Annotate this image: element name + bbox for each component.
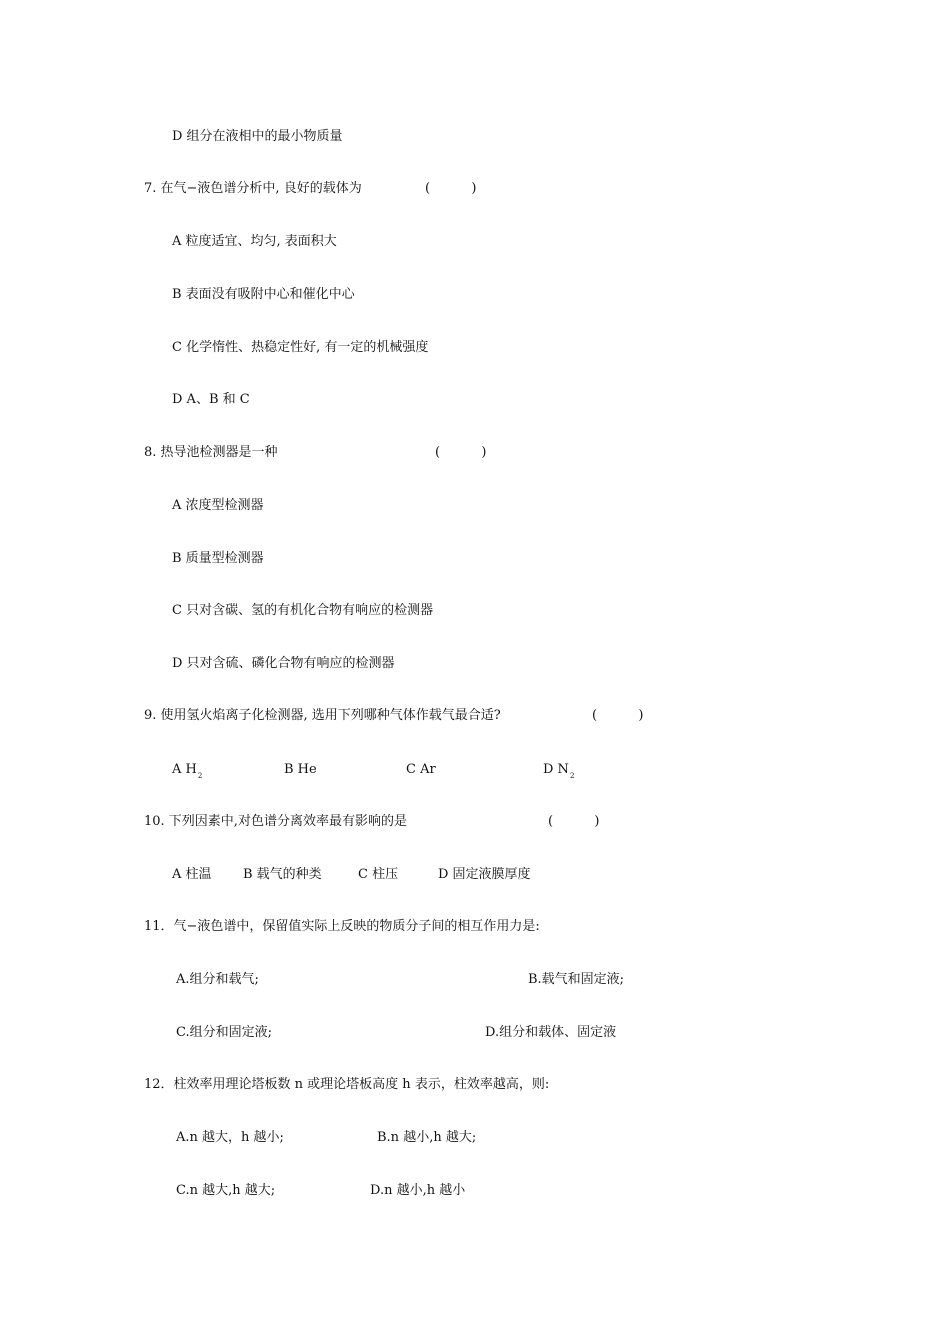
q9-option-a [172,762,202,779]
q11-option-d: D.组分和载体、固定液 [485,1025,617,1040]
q6-option-d: D 组分在液相中的最小物质量 [172,129,343,144]
q10-option-d: D 固定液膜厚度 [438,867,531,882]
q7-question: 7. 在气−液色谱分析中, 良好的载体为 [144,181,362,196]
q11-option-c: C.组分和固定液; [176,1025,272,1040]
q9-option-a-subscript: 2 [197,772,203,780]
q12-option-b: B.n 越小,h 越大; [377,1130,477,1145]
q11-question: 11．气−液色谱中，保留值实际上反映的物质分子间的相互作用力是: [144,919,540,934]
q10-option-b: B 载气的种类 [243,867,322,882]
q11-option-b: B.载气和固定液; [528,972,625,987]
q9-option-d-text: D N [543,762,569,777]
q7-option-a: A 粒度适宜、均匀, 表面积大 [172,234,337,249]
q7-option-c: C 化学惰性、热稳定性好, 有一定的机械强度 [172,340,429,355]
q9-option-a-text: A H [172,762,197,777]
q7-option-b: B 表面没有吸附中心和催化中心 [172,287,355,302]
q8-question: 8. 热导池检测器是一种 [144,445,278,460]
q11-option-a: A.组分和载气; [176,972,259,987]
q12-option-a: A.n 越大，h 越小; [176,1130,284,1145]
q12-option-d: D.n 越小,h 越小 [370,1183,466,1198]
q8-answer-blank: ( ) [435,445,487,460]
q12-question: 12．柱效率用理论塔板数 n 或理论塔板高度 h 表示，柱效率越高，则: [144,1077,550,1092]
q7-answer-blank: ( ) [425,181,477,196]
q9-option-d-subscript: 2 [569,772,575,780]
q10-question: 10. 下列因素中,对色谱分离效率最有影响的是 [144,814,407,829]
q9-question: 9. 使用氢火焰离子化检测器, 选用下列哪种气体作载气最合适? [144,708,501,723]
q10-answer-blank: ( ) [548,814,600,829]
q8-option-a: A 浓度型检测器 [172,498,264,513]
q9-option-d [543,762,574,779]
q9-option-b: B He [284,762,317,777]
q8-option-b: B 质量型检测器 [172,551,264,566]
q8-option-d: D 只对含硫、磷化合物有响应的检测器 [172,656,395,671]
q7-option-d: D A、B 和 C [172,392,250,407]
q8-option-c: C 只对含碳、氢的有机化合物有响应的检测器 [172,603,434,618]
q9-answer-blank: ( ) [592,708,644,723]
q12-option-c: C.n 越大,h 越大; [176,1183,276,1198]
q10-option-c: C 柱压 [358,867,399,882]
q10-option-a: A 柱温 [172,867,212,882]
q9-option-c: C Ar [406,762,436,777]
